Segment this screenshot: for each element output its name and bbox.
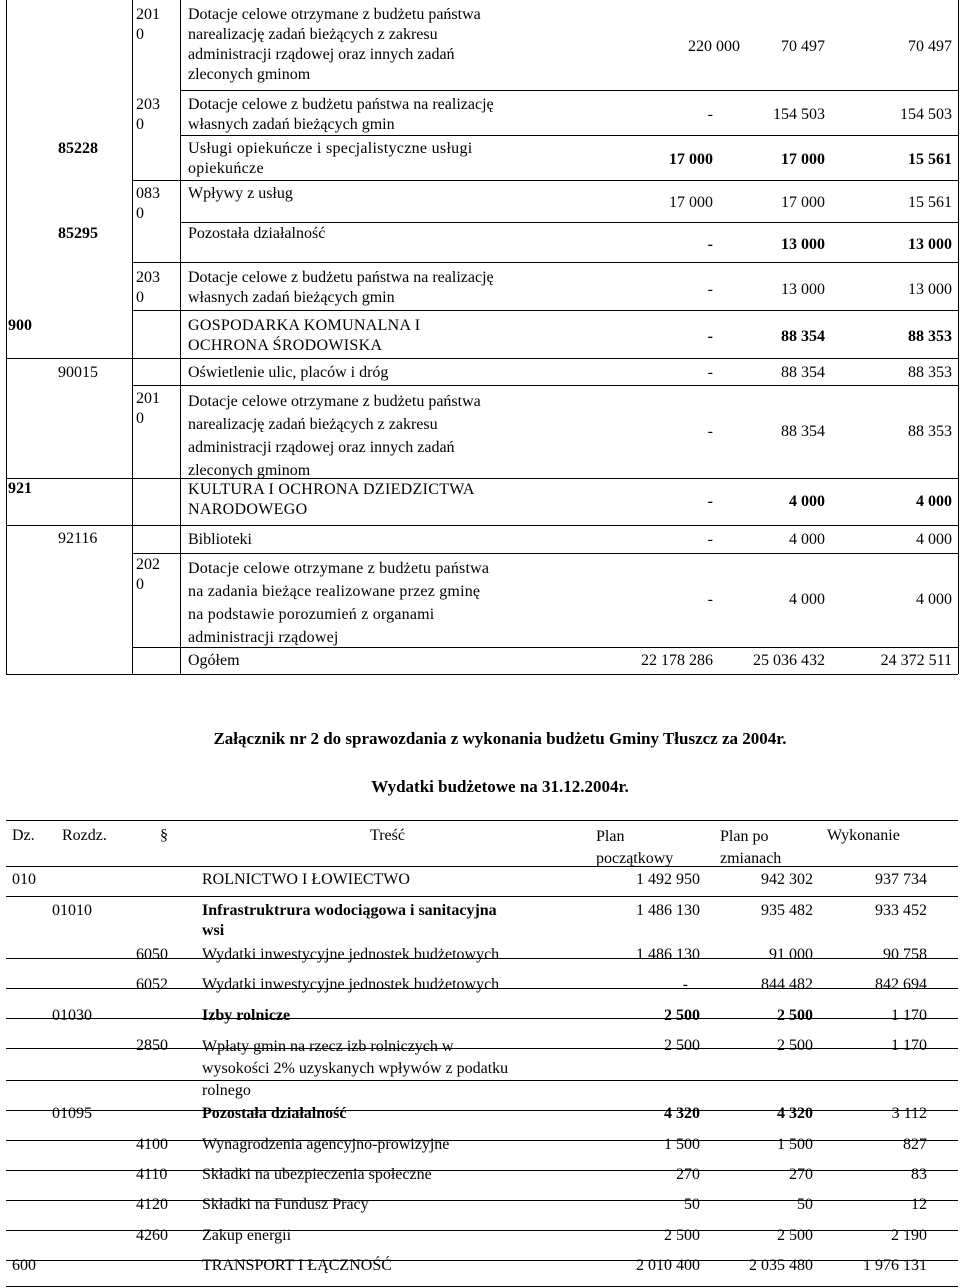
tresc-cell: Składki na ubezpieczenia społeczne xyxy=(202,1166,432,1183)
rozdz-cell: 90015 xyxy=(58,364,98,381)
rozdz-cell: 01095 xyxy=(52,1105,92,1122)
plan-after-changes-cell: 154 503 xyxy=(773,106,825,123)
plan-cell: 50 xyxy=(684,1196,700,1213)
plan-after-changes-cell: 88 354 xyxy=(781,364,825,381)
execution-cell: 13 000 xyxy=(908,236,952,253)
tresc-cell: Biblioteki xyxy=(188,531,252,548)
par-cell: 4260 xyxy=(136,1227,168,1244)
header-plan: Plan początkowy xyxy=(596,828,674,867)
execution-cell: 4 000 xyxy=(916,591,952,608)
tresc-cell: Wydatki inwestycyjne jednostek budżetowych xyxy=(202,946,500,963)
plan-after-changes-cell: 2 500 xyxy=(777,1227,813,1244)
tresc-cell: Oświetlenie ulic, placów i dróg xyxy=(188,364,389,381)
tresc-cell: Infrastruktrura wodociągowa i sanitacyjna wsi xyxy=(202,902,497,939)
dz-cell: 600 xyxy=(12,1257,36,1274)
dz-cell: 921 xyxy=(8,480,32,497)
tresc-cell: GOSPODARKA KOMUNALNA I OCHRONA ŚRODOWISKA xyxy=(188,317,421,354)
execution-cell: 1 170 xyxy=(891,1007,927,1024)
plan-cell: 17 000 xyxy=(669,151,713,168)
plan-after-changes-cell: 13 000 xyxy=(781,281,825,298)
execution-cell: 933 452 xyxy=(875,902,927,919)
plan-after-changes-cell: 50 xyxy=(797,1196,813,1213)
header-dz: Dz. xyxy=(12,827,35,844)
plan-cell: - xyxy=(707,236,713,253)
plan-cell: - xyxy=(707,364,713,381)
plan-cell: 1 486 130 xyxy=(636,902,700,919)
rozdz-cell: 85295 xyxy=(58,225,98,242)
attachment-title: Załącznik nr 2 do sprawozdania z wykonania budżetu Gminy Tłuszcz za 2004r. xyxy=(213,729,787,748)
par-cell: 201 0 xyxy=(136,6,160,43)
execution-cell: 83 xyxy=(911,1166,927,1183)
execution-cell: 937 734 xyxy=(875,871,927,888)
plan-after-changes-cell: 17 000 xyxy=(781,194,825,211)
tresc-cell: Wynagrodzenia agencyjno-prowizyjne xyxy=(202,1136,450,1153)
plan-after-changes-cell: 4 000 xyxy=(789,531,825,548)
plan-cell: - xyxy=(707,493,713,510)
tresc-cell: Dotacje celowe otrzymane z budżetu państwa na zadania bieżące realizowane przez gminę na podstawie porozumień z organami administracji rządowej xyxy=(188,560,490,646)
plan-cell: 4 320 xyxy=(664,1105,700,1122)
plan-cell: 1 500 xyxy=(664,1136,700,1153)
plan-after-changes-cell: 17 000 xyxy=(781,151,825,168)
plan-cell: - xyxy=(707,281,713,298)
plan-after-changes-cell: 270 xyxy=(789,1166,813,1183)
tresc-cell: Dotacje celowe otrzymane z budżetu państwa narealizację zadań bieżących z zakresu administracji rządowej oraz innych zadań zleconych gminom xyxy=(188,6,481,83)
tresc-cell: Pozostała działalność xyxy=(188,225,326,242)
execution-cell: 70 497 xyxy=(908,38,952,55)
execution-cell: 12 xyxy=(911,1196,927,1213)
execution-cell: 15 561 xyxy=(908,151,952,168)
tresc-cell: Wpłaty gmin na rzecz izb rolniczych w wysokości 2% uzyskanych wpływów z podatku rolnego xyxy=(202,1038,509,1099)
execution-cell: 13 000 xyxy=(908,281,952,298)
execution-cell: 2 190 xyxy=(891,1227,927,1244)
tresc-cell: Wpływy z usług xyxy=(188,185,293,202)
plan-cell: 270 xyxy=(676,1166,700,1183)
total-plan: 22 178 286 xyxy=(641,652,713,669)
execution-cell: 827 xyxy=(903,1136,927,1153)
tresc-cell: Dotacje celowe z budżetu państwa na realizację własnych zadań bieżących gmin xyxy=(188,269,494,306)
par-cell: 6052 xyxy=(136,976,168,993)
plan-after-changes-cell: 2 500 xyxy=(777,1007,813,1024)
execution-cell: 88 353 xyxy=(908,364,952,381)
execution-cell: 1 170 xyxy=(891,1037,927,1054)
plan-after-changes-cell: 844 482 xyxy=(761,976,813,993)
rozdz-cell: 85228 xyxy=(58,140,98,157)
plan-after-changes-cell: 1 500 xyxy=(777,1136,813,1153)
rozdz-cell: 92116 xyxy=(58,530,98,547)
plan-cell: 2 010 400 xyxy=(636,1257,700,1274)
plan-cell: 2 500 xyxy=(664,1037,700,1054)
execution-cell: 15 561 xyxy=(908,194,952,211)
par-cell: 4120 xyxy=(136,1196,168,1213)
rozdz-cell: 01030 xyxy=(52,1007,92,1024)
plan-cell: - xyxy=(707,106,713,123)
execution-cell: 842 694 xyxy=(875,976,927,993)
header-tresc: Treść xyxy=(370,827,405,844)
par-cell: 201 0 xyxy=(136,390,160,427)
plan-after-changes-cell: 4 320 xyxy=(777,1105,813,1122)
plan-after-changes-cell: 88 354 xyxy=(781,328,825,345)
dz-cell: 010 xyxy=(12,871,36,888)
execution-cell: 4 000 xyxy=(916,493,952,510)
plan-after-changes-cell: 70 497 xyxy=(781,38,825,55)
plan-cell: - xyxy=(707,591,713,608)
tresc-cell: Dotacje celowe z budżetu państwa na realizację własnych zadań bieżących gmin xyxy=(188,96,494,133)
plan-cell: 1 492 950 xyxy=(636,871,700,888)
execution-cell: 3 112 xyxy=(891,1105,927,1122)
plan-after-changes-cell: 4 000 xyxy=(789,493,825,510)
plan-cell: - xyxy=(707,328,713,345)
tresc-cell: Składki na Fundusz Pracy xyxy=(202,1196,369,1213)
execution-cell: 88 353 xyxy=(908,423,952,440)
plan-after-changes-cell: 91 000 xyxy=(769,946,813,963)
tresc-cell: KULTURA I OCHRONA DZIEDZICTWA NARODOWEGO xyxy=(188,481,475,518)
tresc-cell: Wydatki inwestycyjne jednostek budżetowych xyxy=(202,976,500,993)
par-cell: 4110 xyxy=(136,1166,168,1183)
plan-cell: - xyxy=(682,976,688,993)
execution-cell: 88 353 xyxy=(908,328,952,345)
dz-cell: 900 xyxy=(8,317,32,334)
execution-cell: 154 503 xyxy=(900,106,952,123)
plan-after-changes-cell: 942 302 xyxy=(761,871,813,888)
plan-after-changes-cell: 2 500 xyxy=(777,1037,813,1054)
execution-cell: 1 976 131 xyxy=(863,1257,927,1274)
plan-cell: 2 500 xyxy=(664,1227,700,1244)
tresc-cell: Pozostała działalność xyxy=(202,1105,347,1122)
plan-after-changes-cell: 2 035 480 xyxy=(749,1257,813,1274)
total-label: Ogółem xyxy=(188,652,240,669)
plan-after-changes-cell: 935 482 xyxy=(761,902,813,919)
execution-cell: 90 758 xyxy=(883,946,927,963)
total-execution: 24 372 511 xyxy=(880,652,952,669)
par-cell: 4100 xyxy=(136,1136,168,1153)
plan-after-changes-cell: 4 000 xyxy=(789,591,825,608)
plan-cell: 17 000 xyxy=(669,194,713,211)
rozdz-cell: 01010 xyxy=(52,902,92,919)
plan-cell: - xyxy=(707,531,713,548)
plan-cell: 1 486 130 xyxy=(636,946,700,963)
tresc-cell: Izby rolnicze xyxy=(202,1007,291,1024)
par-cell: 2850 xyxy=(136,1037,168,1054)
header-rozdz: Rozdz. xyxy=(62,827,107,844)
tresc-cell: Zakup energii xyxy=(202,1227,292,1244)
header-par: § xyxy=(160,827,168,844)
execution-cell: 4 000 xyxy=(916,531,952,548)
expenditure-subtitle: Wydatki budżetowe na 31.12.2004r. xyxy=(371,777,629,796)
plan-after-changes-cell: 13 000 xyxy=(781,236,825,253)
tresc-cell: Usługi opiekuńcze i specjalistyczne usługi opiekuńcze xyxy=(188,140,473,177)
header-plan-after-changes: Plan po zmianach xyxy=(720,828,782,867)
par-cell: 202 0 xyxy=(136,556,160,593)
plan-after-changes-cell: 88 354 xyxy=(781,423,825,440)
header-execution: Wykonanie xyxy=(827,827,900,844)
tresc-cell: Dotacje celowe otrzymane z budżetu państwa narealizację zadań bieżących z zakresu administracji rządowej oraz innych zadań zleconych gminom xyxy=(188,393,481,479)
par-cell: 083 0 xyxy=(136,185,160,222)
plan-cell: 2 500 xyxy=(664,1007,700,1024)
plan-cell: 220 000 xyxy=(688,38,740,55)
par-cell: 203 0 xyxy=(136,269,160,306)
tresc-cell: ROLNICTWO I ŁOWIECTWO xyxy=(202,871,410,888)
plan-cell: - xyxy=(707,423,713,440)
par-cell: 203 0 xyxy=(136,96,160,133)
tresc-cell: TRANSPORT I ŁĄCZNOŚĆ xyxy=(202,1257,392,1274)
total-plan-after-changes: 25 036 432 xyxy=(753,652,825,669)
par-cell: 6050 xyxy=(136,946,168,963)
